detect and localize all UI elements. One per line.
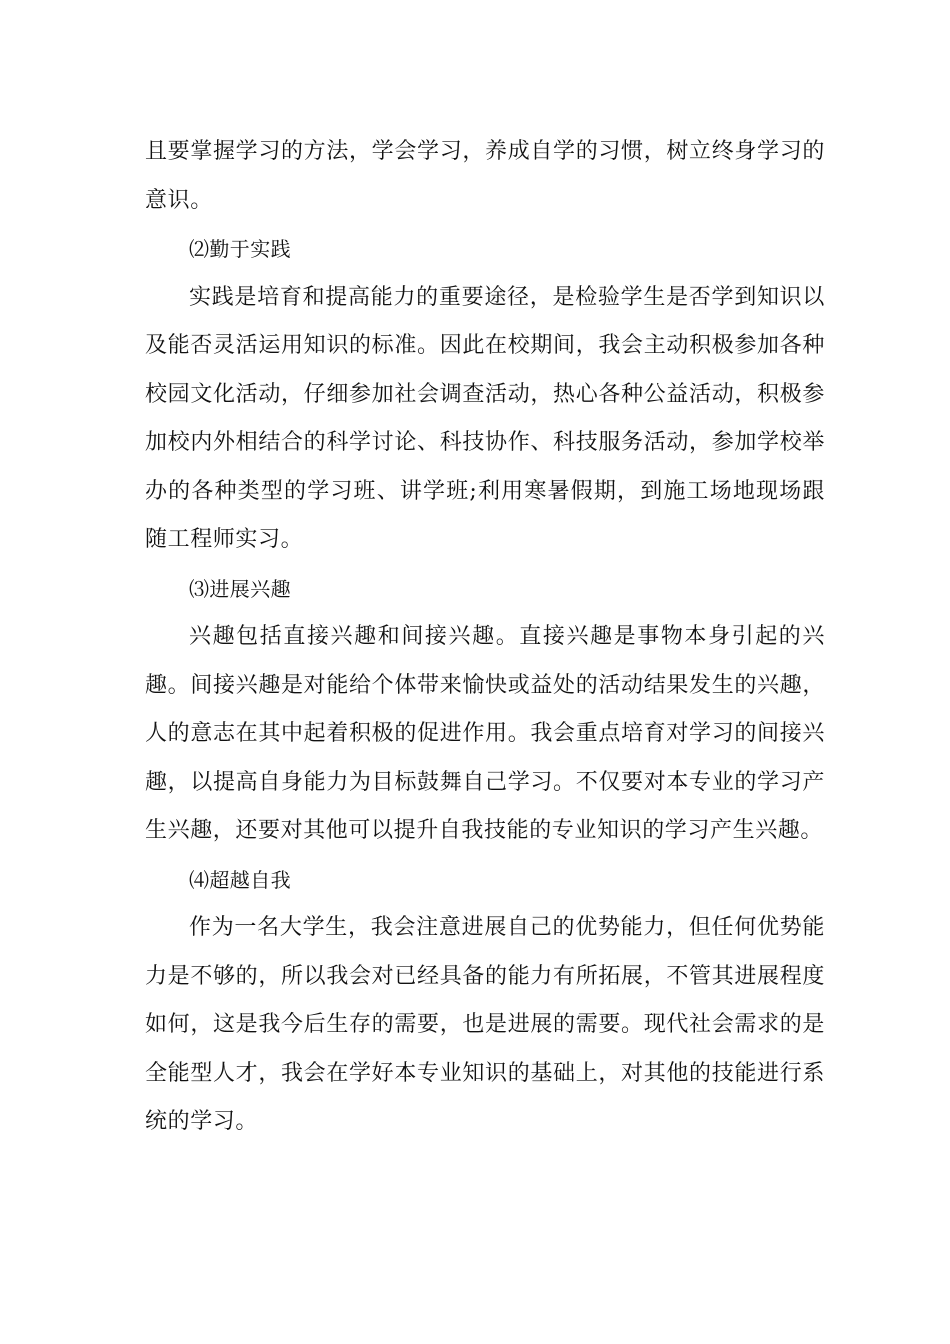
- section-heading-surpass-self: ⑷超越自我: [189, 867, 291, 892]
- section-heading-interest: ⑶进展兴趣: [189, 576, 291, 601]
- body-paragraph-interest: 兴趣包括直接兴趣和间接兴趣。直接兴趣是事物本身引起的兴趣。间接兴趣是对能给个体带来愉快或益处的活动结果发生的兴趣，人的意志在其中起着积极的促进作用。我会重点培育对学习的间接兴趣，以提高自身能力为目标鼓舞自己学习。不仅要对本专业的学习产生兴趣，还要对其他可以提升自我技能的专业知识的学习产生兴趣。: [145, 624, 825, 843]
- document-body: [145, 128, 825, 1147]
- continuation-paragraph: 且要掌握学习的方法，学会学习，养成自学的习惯，树立终身学习的意识。: [145, 139, 825, 213]
- body-paragraph-surpass-self: 作为一名大学生，我会注意进展自己的优势能力，但任何优势能力是不够的，所以我会对已经具备的能力有所拓展，不管其进展程度如何，这是我今后生存的需要，也是进展的需要。现代社会需求的是全能型人才，我会在学好本专业知识的基础上，对其他的技能进行系统的学习。: [145, 915, 825, 1134]
- section-heading-practice: ⑵勤于实践: [189, 237, 291, 261]
- body-paragraph-practice: 实践是培育和提高能力的重要途径，是检验学生是否学到知识以及能否灵活运用知识的标准。因此在校期间，我会主动积极参加各种校园文化活动，仔细参加社会调查活动，热心各种公益活动，积极参加校内外相结合的科学讨论、科技协作、科技服务活动，参加学校举办的各种类型的学习班、讲学班;利用寒暑假期，到施工场地现场跟随工程师实习。: [145, 284, 825, 552]
